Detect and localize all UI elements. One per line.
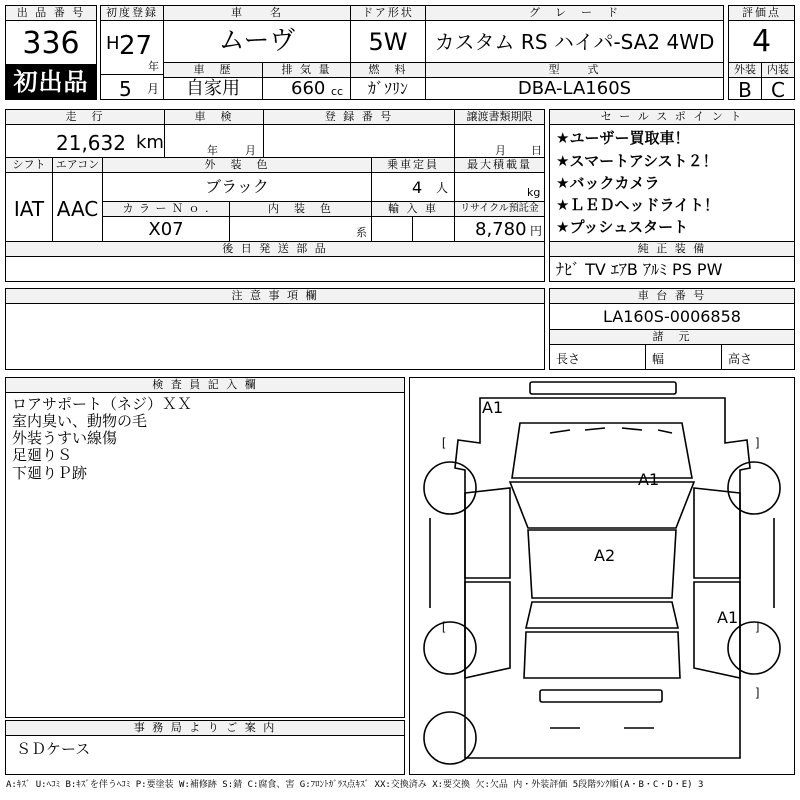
later-parts-cell: [5, 256, 545, 282]
rear-bumper-outline: [540, 690, 662, 702]
door-cell: [350, 20, 426, 63]
sales-point-1: ★ユーザー買取車！: [556, 129, 690, 147]
fuel-label: 燃 料: [350, 62, 426, 78]
score-value: 4: [751, 24, 772, 59]
capacity-label: 乗車定員: [371, 157, 455, 173]
notes-label: 注 意 事 項 欄: [5, 288, 545, 304]
exterior-score-label: 外装: [728, 62, 762, 78]
first-reg-year-cell: [100, 20, 164, 75]
car-name-cell: [163, 20, 351, 63]
mark-roof: A2: [594, 546, 616, 565]
shift-cell: [5, 172, 53, 242]
width-cell: [645, 344, 722, 370]
rear-window-outline: [526, 602, 678, 628]
month-unit: 月: [147, 82, 160, 96]
capacity-cell: [371, 172, 455, 202]
height-label: 高さ: [728, 352, 753, 366]
door-value: 5W: [368, 28, 408, 56]
era: H: [106, 33, 120, 54]
year-unit: 年: [148, 60, 159, 73]
history-value: 自家用: [186, 78, 240, 99]
inspection-year-unit: 年: [207, 144, 218, 157]
bracket-fr: ]: [756, 435, 760, 449]
left-doors-outline: [465, 488, 510, 678]
interior-color-unit: 系: [356, 226, 367, 239]
history-label: 車 歴: [163, 62, 263, 78]
front-right-wheel: [728, 462, 780, 514]
windshield-outline: [510, 482, 694, 528]
recycle-label: リサイクル預託金: [454, 201, 545, 217]
notes-cell: [5, 303, 545, 370]
mark-rear-left: A1: [717, 608, 739, 627]
chassis-value: LA160S-0006858: [603, 307, 741, 326]
fuel-value: ｶﾞｿﾘﾝ: [367, 79, 408, 98]
aircon-cell: [52, 172, 103, 242]
inspector-line-1: ロアサポート（ネジ）ＸＸ: [12, 395, 193, 413]
inspector-line-3: 外装うすい線傷: [12, 429, 118, 447]
exterior-color-cell: [102, 172, 372, 202]
transfer-label: 譲渡書類期限: [454, 109, 545, 125]
equipment-value: ﾅﾋﾞ TV ｴｱB ｱﾙﾐ PS PW: [556, 260, 723, 279]
grade-label: グ レ ー ド: [425, 5, 724, 21]
inspector-line-2: 室内臭い、動物の毛: [12, 412, 148, 430]
shift-label: シフト: [5, 157, 53, 173]
history-cell: [163, 77, 263, 100]
color-no-cell: [102, 216, 230, 242]
import-cell-b: [412, 216, 455, 242]
max-load-label: 最大積載量: [454, 157, 545, 173]
exterior-score: B: [738, 78, 752, 102]
grade-cell: [425, 20, 724, 63]
equipment-label: 純 正 装 備: [549, 241, 795, 257]
displacement-cell: [262, 77, 351, 100]
interior-score-label: 内装: [761, 62, 795, 78]
displacement-value: 660: [291, 78, 326, 99]
plate-cell: [263, 124, 455, 158]
max-load-unit: kg: [527, 186, 541, 199]
mileage-cell: [5, 124, 165, 158]
later-parts-label: 後 日 発 送 部 品: [5, 241, 545, 257]
bracket-rl: [: [442, 619, 446, 633]
model-value: DBA-LA160S: [517, 78, 632, 99]
exterior-score-cell: [728, 77, 762, 100]
first-listing-badge-cell: [5, 64, 97, 100]
car-diagram-frame: [409, 377, 795, 775]
bracket-fl: [: [442, 435, 446, 449]
transfer-month-unit: 月: [495, 144, 506, 157]
recycle-value: 8,780: [475, 219, 527, 240]
inspector-line-4: 足廻りＳ: [12, 446, 73, 464]
first-listing-badge: 初出品: [13, 68, 89, 96]
plate-label: 登 録 番 号: [263, 109, 455, 125]
front-left-wheel: [424, 462, 476, 514]
wiper-marks: [550, 428, 672, 433]
first-reg-year: 27: [119, 31, 153, 61]
interior-score: C: [771, 78, 785, 102]
right-doors-outline: [694, 488, 740, 678]
front-bumper-outline: [530, 382, 676, 394]
mileage-label: 走 行: [5, 109, 165, 125]
rear-left-wheel: [424, 622, 476, 674]
lot-number-cell: [5, 20, 97, 65]
score-label: 評価点: [728, 5, 795, 21]
mileage-unit: km: [136, 132, 164, 153]
car-name-label: 車 名: [163, 5, 351, 21]
office-label: 事 務 局 よ り ご 案 内: [5, 720, 405, 736]
dimensions-label: 諸 元: [549, 329, 795, 345]
displacement-label: 排 気 量: [262, 62, 351, 78]
sales-point-2: ★スマートアシスト２！: [556, 152, 718, 170]
sales-point-4: ★ＬＥＤヘッドライト！: [556, 196, 719, 214]
inspection-label: 車 検: [164, 109, 264, 125]
car-diagram: [410, 378, 794, 774]
aircon-label: エアコン: [52, 157, 103, 173]
inspector-label: 検 査 員 記 入 欄: [5, 377, 405, 393]
car-name: ムーヴ: [218, 26, 296, 56]
legend: A:ｷｽﾞ U:ﾍｺﾐ B:ｷｽﾞを伴うﾍｺﾐ P:要塗装 W:補修跡 S:錆 C:腐食、害 G:ﾌﾛﾝﾄｶﾞﾗｽ点ｷｽﾞ XX:交換済み X:要交換 欠:欠品 内・外装評価 5段階ﾗﾝｸ順(A・B・C・D・E) 3: [6, 780, 704, 790]
sales-points-label: セ ー ル ス ポ イ ン ト: [549, 109, 795, 125]
interior-color-label: 内 装 色: [229, 201, 372, 217]
inspection-month-unit: 月: [245, 144, 256, 157]
rear-hatch-outline: [524, 632, 680, 678]
inspector-line-5: 下廻りＰ跡: [12, 464, 88, 482]
bracket-rr: ]: [756, 619, 760, 633]
shift-value: IAT: [13, 197, 45, 221]
length-label: 長さ: [556, 352, 581, 366]
first-reg-month-cell: [100, 74, 164, 100]
lot-label: 出 品 番 号: [5, 5, 97, 21]
interior-score-cell: [761, 77, 795, 100]
transfer-day-unit: 日: [531, 144, 542, 157]
exterior-color-label: 外 装 色: [102, 157, 372, 173]
aircon-value: AAC: [56, 197, 99, 221]
lot-number: 336: [22, 26, 80, 61]
chassis-cell: [549, 303, 795, 330]
height-cell: [721, 344, 795, 370]
inspection-cell: [164, 124, 264, 158]
sales-point-3: ★バックカメラ: [556, 174, 660, 192]
bracket-rear: ]: [756, 685, 760, 699]
office-note: ＳＤケース: [16, 740, 91, 758]
color-no-label: カ ラ ー Ｎ ｏ .: [102, 201, 230, 217]
spare-wheel: [424, 712, 476, 764]
grade-value: カスタム RS ハイパ-SA2 4WD: [434, 30, 715, 54]
width-label: 幅: [652, 352, 665, 366]
transfer-cell: [454, 124, 545, 158]
max-load-cell: [454, 172, 545, 202]
model-cell: [425, 77, 724, 100]
mark-front: A1: [482, 398, 504, 417]
fuel-cell: [350, 77, 426, 100]
capacity-unit: 人: [436, 181, 449, 195]
mileage-value: 21,632: [56, 131, 126, 155]
displacement-unit: cc: [331, 85, 344, 98]
chassis-label: 車 台 番 号: [549, 288, 795, 304]
first-reg-month: 5: [119, 77, 132, 101]
capacity-value: 4: [412, 178, 423, 197]
import-cell-a: [371, 216, 413, 242]
interior-color-cell: [229, 216, 372, 242]
color-no-value: X07: [148, 219, 184, 240]
equipment-cell: [549, 256, 795, 282]
length-cell: [549, 344, 646, 370]
sales-point-5: ★プッシュスタート: [556, 218, 689, 236]
recycle-unit: 円: [530, 224, 543, 238]
recycle-cell: [454, 216, 545, 242]
first-reg-label: 初度登録: [100, 5, 164, 21]
import-label: 輸 入 車: [371, 201, 455, 217]
model-label: 型 式: [425, 62, 724, 78]
door-label: ドア形状: [350, 5, 426, 21]
exterior-color-value: ブラック: [205, 177, 269, 196]
rear-right-wheel: [728, 622, 780, 674]
office-cell: [5, 735, 405, 775]
mark-hood: A1: [638, 470, 660, 489]
score-cell: [728, 20, 795, 63]
